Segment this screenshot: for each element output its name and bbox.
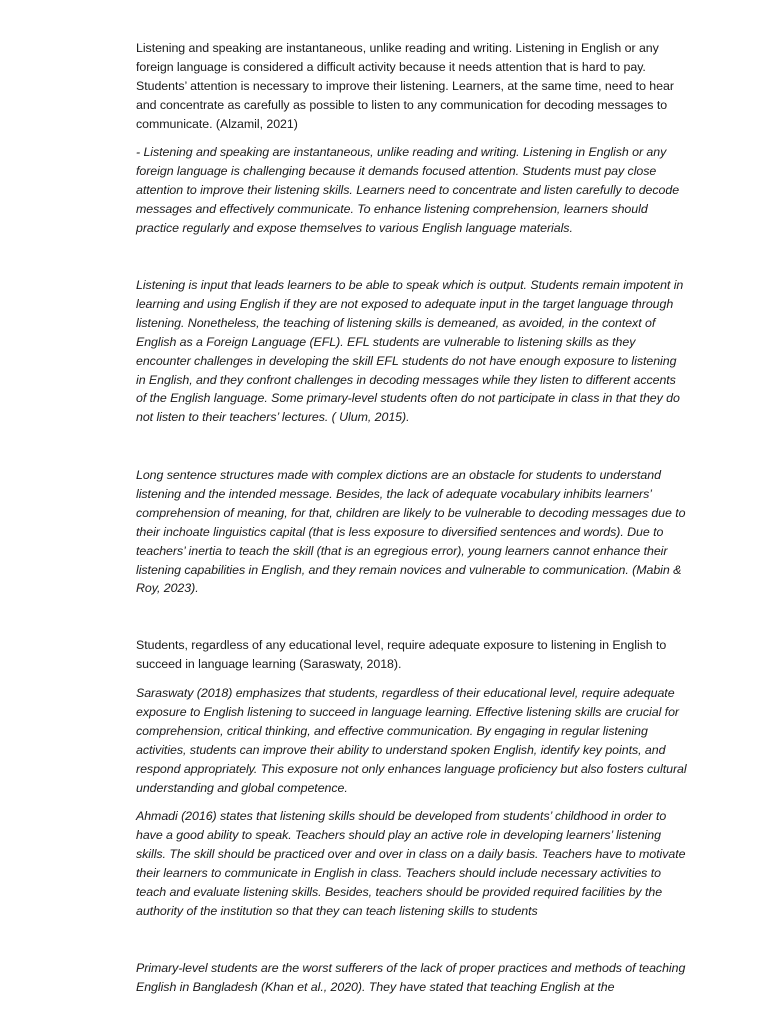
paragraph-khan: Primary-level students are the worst sufferers of the lack of proper practices and methods of teaching English in Bangladesh (Khan et al., 2020). They have stated that teaching English at the	[136, 961, 686, 994]
paragraph-saraswaty: Students, regardless of any educational level, require adequate exposure to listening in English to succeed in language learning (Saraswaty, 2018).	[136, 638, 667, 671]
paragraph-ahmadi: Ahmadi (2016) states that listening skills should be developed from students’ childhood in order to have a good ability to speak. Teachers should play an active role in developing learners’ listening skills. The skill should be practiced over and over in class on a daily basis. Teachers have to motivate their learners to communicate in English in class. Teachers should include necessary activities to teach and evaluate listening skills. Besides, teachers should be provided required facilities by the authority of the institution so that they can teach listening skills to students	[136, 809, 686, 918]
paragraph-ulum: Listening is input that leads learners to be able to speak which is output. Students remain impotent in learning and using English if they are not exposed to adequate input in the target language through listening. Nonetheless, the teaching of listening skills is demeaned, as avoided, in the context of English as a Foreign Language (EFL). EFL students are vulnerable to listening skills as they encounter challenges in developing the skill EFL students do not have enough exposure to listening in English, and they confront challenges in decoding messages while they listen to different accents of the English language. Some primary-level students often do not participate in class in that they do not listen to their teachers’ lectures. ( Ulum, 2015).	[136, 278, 684, 425]
paragraph-saraswaty-paraphrase: Saraswaty (2018) emphasizes that students, regardless of their educational level, require adequate exposure to English listening to succeed in language learning. Effective listening skills are crucial for comprehension, critical thinking, and effective communication. By engaging in regular listening activities, students can improve their ability to understand spoken English, identify key points, and respond appropriately. This exposure not only enhances language proficiency but also fosters cultural understanding and global competence.	[136, 686, 687, 795]
paragraph-mabin-roy: Long sentence structures made with complex dictions are an obstacle for students to understand listening and the intended message. Besides, the lack of adequate vocabulary inhibits learners’ comprehension of meaning, for that, children are likely to be vulnerable to decoding messages due to their inchoate linguistics capital (that is less exposure to diversified sentences and words). Due to teachers’ inertia to teach the skill (that is an egregious error), young learners cannot enhance their listening capabilities in English, and they remain novices and vulnerable to communication. (Mabin & Roy, 2023).	[136, 468, 686, 596]
paragraph-alzamil: Listening and speaking are instantaneous, unlike reading and writing. Listening in English or any foreign language is considered a difficult activity because it needs attention that is hard to pay. Students’ attention is necessary to improve their listening. Learners, at the same time, need to hear and concentrate as carefully as possible to listen to any communication for decoding messages to communicate. (Alzamil, 2021)	[136, 41, 674, 131]
paragraph-listening-paraphrase: - Listening and speaking are instantaneous, unlike reading and writing. Listening in English or any foreign language is challenging because it demands focused attention. Students must pay close attention to improve their listening skills. Learners need to concentrate and listen carefully to decode messages and effectively communicate. To enhance listening comprehension, learners should practice regularly and expose themselves to various English language materials.	[136, 145, 680, 235]
